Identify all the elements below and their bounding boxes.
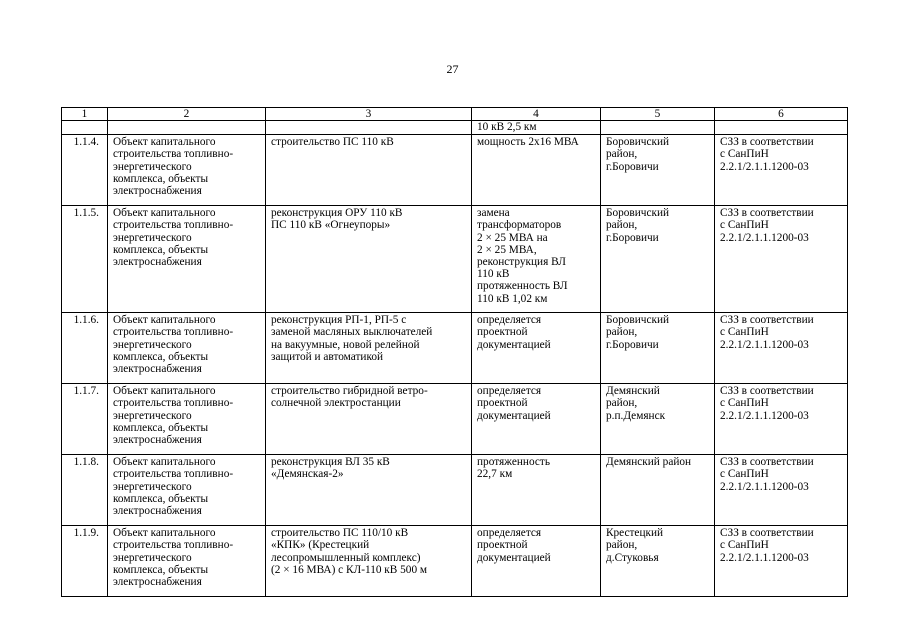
protection-zone-cell bbox=[715, 455, 848, 526]
continuation-cell-6 bbox=[715, 121, 848, 135]
object-characteristics-text: протяженность 22,7 км bbox=[477, 456, 550, 481]
planning-table bbox=[61, 107, 848, 597]
object-purpose-cell bbox=[266, 135, 472, 206]
row-number-text: 1.1.8. bbox=[73, 456, 99, 469]
protection-zone-text: СЗЗ в соответствии с СанПиН 2.2.1/2.1.1.1200-03 bbox=[720, 527, 814, 564]
object-purpose-text: реконструкция РП-1, РП-5 с заменой масляных выключателей на вакуумные, новой релейной защитой и автоматикой bbox=[271, 314, 433, 363]
protection-zone-text: СЗЗ в соответствии с СанПиН 2.2.1/2.1.1.1200-03 bbox=[720, 385, 814, 422]
object-characteristics-cell bbox=[472, 526, 601, 597]
table-row bbox=[62, 526, 848, 597]
row-number-cell bbox=[62, 135, 108, 206]
object-characteristics-text: определяется проектной документацией bbox=[477, 314, 551, 351]
continuation-cell-3 bbox=[266, 121, 472, 135]
continuation-cell-4: 10 кВ 2,5 км bbox=[472, 121, 601, 135]
object-characteristics-cell bbox=[472, 206, 601, 313]
object-purpose-text: реконструкция ВЛ 35 кВ «Демянская-2» bbox=[271, 456, 390, 481]
object-location-cell bbox=[601, 313, 715, 384]
object-type-cell bbox=[108, 313, 266, 384]
table-row bbox=[62, 135, 848, 206]
object-location-cell bbox=[601, 206, 715, 313]
object-purpose-text: строительство ПС 110/10 кВ «КПК» (Крестецкий лесопромышленный комплекс) (2 × 16 МВА) с КЛ-110 кВ 500 м bbox=[271, 527, 428, 576]
header-cell-4: 4 bbox=[472, 108, 601, 121]
row-number-cell bbox=[62, 455, 108, 526]
object-characteristics-cell bbox=[472, 384, 601, 455]
object-location-text: Демянский район bbox=[606, 456, 692, 469]
continuation-cell-2 bbox=[108, 121, 266, 135]
object-characteristics-text: определяется проектной документацией bbox=[477, 527, 551, 564]
object-characteristics-text: замена трансформаторов 2 × 25 МВА на 2 × 25 МВА, реконструкция ВЛ 110 кВ протяженность ВЛ 110 кВ 1,02 км bbox=[477, 207, 568, 305]
protection-zone-cell bbox=[715, 206, 848, 313]
object-location-cell bbox=[601, 135, 715, 206]
object-purpose-cell bbox=[266, 313, 472, 384]
object-characteristics-text: мощность 2х16 МВА bbox=[477, 136, 579, 149]
object-purpose-text: строительство гибридной ветро- солнечной электростанции bbox=[271, 385, 428, 410]
object-type-text: Объект капитального строительства топливно- энергетического комплекса, объекты электроснабжения bbox=[113, 207, 234, 269]
protection-zone-cell bbox=[715, 135, 848, 206]
object-location-text: Боровичский район, г.Боровичи bbox=[606, 207, 670, 244]
row-number-text: 1.1.4. bbox=[73, 136, 99, 149]
table-row bbox=[62, 455, 848, 526]
object-type-cell bbox=[108, 206, 266, 313]
object-location-text: Демянский район, р.п.Демянск bbox=[606, 385, 666, 422]
protection-zone-text: СЗЗ в соответствии с СанПиН 2.2.1/2.1.1.1200-03 bbox=[720, 136, 814, 173]
object-location-text: Крестецкий район, д.Стуковья bbox=[606, 527, 664, 564]
header-cell-2: 2 bbox=[108, 108, 266, 121]
row-number-text: 1.1.9. bbox=[73, 527, 99, 540]
object-type-text: Объект капитального строительства топливно- энергетического комплекса, объекты электроснабжения bbox=[113, 527, 234, 589]
object-purpose-cell bbox=[266, 526, 472, 597]
row-number-cell bbox=[62, 206, 108, 313]
object-type-text: Объект капитального строительства топливно- энергетического комплекса, объекты электроснабжения bbox=[113, 456, 234, 518]
object-characteristics-cell bbox=[472, 313, 601, 384]
header-cell-1: 1 bbox=[62, 108, 108, 121]
row-number-text: 1.1.5. bbox=[73, 207, 99, 220]
object-type-text: Объект капитального строительства топливно- энергетического комплекса, объекты электроснабжения bbox=[113, 385, 234, 447]
object-characteristics-text: определяется проектной документацией bbox=[477, 385, 551, 422]
table-header-row bbox=[62, 108, 848, 121]
object-location-cell bbox=[601, 455, 715, 526]
protection-zone-text: СЗЗ в соответствии с СанПиН 2.2.1/2.1.1.1200-03 bbox=[720, 456, 814, 493]
object-type-cell bbox=[108, 455, 266, 526]
object-type-cell bbox=[108, 384, 266, 455]
protection-zone-cell bbox=[715, 526, 848, 597]
protection-zone-cell bbox=[715, 384, 848, 455]
header-cell-3: 3 bbox=[266, 108, 472, 121]
object-characteristics-cell bbox=[472, 455, 601, 526]
object-purpose-cell bbox=[266, 206, 472, 313]
row-number-cell bbox=[62, 384, 108, 455]
object-location-cell bbox=[601, 526, 715, 597]
continuation-cell-5 bbox=[601, 121, 715, 135]
table-body bbox=[62, 108, 848, 597]
table-row bbox=[62, 313, 848, 384]
row-number-cell bbox=[62, 313, 108, 384]
object-location-cell bbox=[601, 384, 715, 455]
continuation-row bbox=[62, 121, 848, 135]
page-number: 27 bbox=[446, 62, 459, 76]
object-type-cell bbox=[108, 135, 266, 206]
object-purpose-cell bbox=[266, 455, 472, 526]
object-location-text: Боровичский район, г.Боровичи bbox=[606, 314, 670, 351]
object-location-text: Боровичский район, г.Боровичи bbox=[606, 136, 670, 173]
object-purpose-text: строительство ПС 110 кВ bbox=[271, 136, 394, 149]
object-purpose-cell bbox=[266, 384, 472, 455]
protection-zone-text: СЗЗ в соответствии с СанПиН 2.2.1/2.1.1.1200-03 bbox=[720, 314, 814, 351]
row-number-cell bbox=[62, 526, 108, 597]
header-cell-6: 6 bbox=[715, 108, 848, 121]
continuation-cell-1 bbox=[62, 121, 108, 135]
row-number-text: 1.1.7. bbox=[73, 385, 99, 398]
table-row bbox=[62, 206, 848, 313]
table-row bbox=[62, 384, 848, 455]
object-purpose-text: реконструкция ОРУ 110 кВ ПС 110 кВ «Огнеупоры» bbox=[271, 207, 403, 232]
protection-zone-text: СЗЗ в соответствии с СанПиН 2.2.1/2.1.1.1200-03 bbox=[720, 207, 814, 244]
header-cell-5: 5 bbox=[601, 108, 715, 121]
object-characteristics-cell bbox=[472, 135, 601, 206]
object-type-text: Объект капитального строительства топливно- энергетического комплекса, объекты электроснабжения bbox=[113, 136, 234, 198]
object-type-cell bbox=[108, 526, 266, 597]
protection-zone-cell bbox=[715, 313, 848, 384]
object-type-text: Объект капитального строительства топливно- энергетического комплекса, объекты электроснабжения bbox=[113, 314, 234, 376]
row-number-text: 1.1.6. bbox=[73, 314, 99, 327]
